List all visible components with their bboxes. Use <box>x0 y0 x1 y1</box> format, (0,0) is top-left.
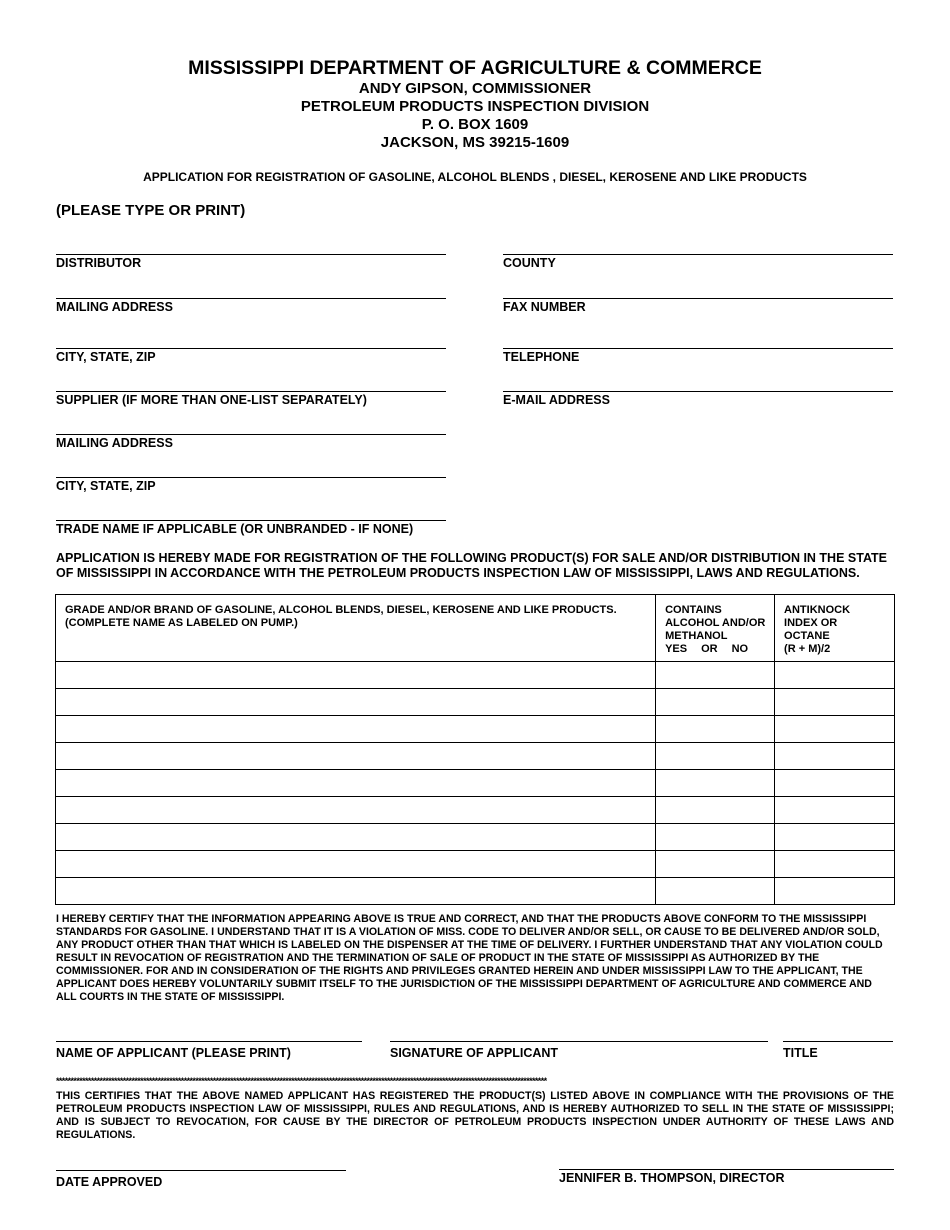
octane-cell[interactable] <box>775 851 895 878</box>
commissioner-line: ANDY GIPSON, COMMISSIONER <box>358 80 592 97</box>
trade-name-label: TRADE NAME IF APPLICABLE (OR UNBRANDED - IF NONE) <box>56 522 414 536</box>
antiknock-header-line2: INDEX OR <box>784 617 838 629</box>
alcohol-cell[interactable] <box>656 878 775 905</box>
table-row <box>56 851 895 878</box>
antiknock-header <box>775 595 895 662</box>
table-row <box>56 824 895 851</box>
county-label: COUNTY <box>503 256 556 270</box>
grade-cell[interactable] <box>56 878 656 905</box>
supplier-label: SUPPLIER (IF MORE THAN ONE-LIST SEPARATELY) <box>56 393 367 407</box>
application-statement: APPLICATION IS HEREBY MADE FOR REGISTRATION OF THE FOLLOWING PRODUCT(S) FOR SALE AND/OR DISTRIBUTION IN THE STATE OF MISSISSIPPI IN ACCORDANCE WITH THE PETROLEUM PRODUCTS INSPECTION LAW OF MISSISSIPPI, LAWS AND REGULATIONS. <box>56 551 888 580</box>
octane-cell[interactable] <box>775 878 895 905</box>
grade-cell[interactable] <box>56 662 656 689</box>
grade-brand-header-line2: (COMPLETE NAME AS LABELED ON PUMP.) <box>65 617 298 629</box>
alcohol-cell[interactable] <box>656 716 775 743</box>
division-line: PETROLEUM PRODUCTS INSPECTION DIVISION <box>300 98 650 115</box>
supplier-mailing-address-label: MAILING ADDRESS <box>56 436 173 450</box>
trade-name-line[interactable] <box>56 520 446 521</box>
table-row <box>56 689 895 716</box>
table-row <box>56 878 895 905</box>
director-name: JENNIFER B. THOMPSON, DIRECTOR <box>559 1171 785 1185</box>
yes-label: YES <box>665 643 688 655</box>
no-label: NO <box>731 643 749 655</box>
mailing-address-label: MAILING ADDRESS <box>56 300 173 314</box>
city-state-zip-line[interactable] <box>56 348 446 349</box>
fax-line[interactable] <box>503 298 893 299</box>
table-row <box>56 797 895 824</box>
city-state-zip-label: CITY, STATE, ZIP <box>56 350 156 364</box>
grade-cell[interactable] <box>56 824 656 851</box>
alcohol-cell[interactable] <box>656 824 775 851</box>
date-approved-line[interactable] <box>56 1170 346 1171</box>
alcohol-cell[interactable] <box>656 743 775 770</box>
email-label: E-MAIL ADDRESS <box>503 393 610 407</box>
fax-label: FAX NUMBER <box>503 300 586 314</box>
antiknock-header-line1: ANTIKNOCK <box>784 604 851 616</box>
applicant-name-label: NAME OF APPLICANT (PLEASE PRINT) <box>56 1046 291 1060</box>
grade-brand-header-line1: GRADE AND/OR BRAND OF GASOLINE, ALCOHOL BLENDS, DIESEL, KEROSENE AND LIKE PRODUCTS. <box>65 604 617 616</box>
grade-cell[interactable] <box>56 689 656 716</box>
po-box-line: P. O. BOX 1609 <box>421 116 529 133</box>
type-or-print-instruction: (PLEASE TYPE OR PRINT) <box>56 202 246 219</box>
supplier-line[interactable] <box>56 391 446 392</box>
grade-cell[interactable] <box>56 716 656 743</box>
alcohol-cell[interactable] <box>656 851 775 878</box>
octane-cell[interactable] <box>775 824 895 851</box>
table-header-row <box>56 595 895 662</box>
title-line[interactable] <box>783 1041 893 1042</box>
alcohol-cell[interactable] <box>656 770 775 797</box>
applicant-name-line[interactable] <box>56 1041 362 1042</box>
form-title: APPLICATION FOR REGISTRATION OF GASOLINE, ALCOHOL BLENDS , DIESEL, KEROSENE AND LIKE PRODUCTS <box>143 170 807 184</box>
octane-cell[interactable] <box>775 662 895 689</box>
products-table <box>55 594 895 905</box>
table-row <box>56 662 895 689</box>
grade-cell[interactable] <box>56 743 656 770</box>
octane-cell[interactable] <box>775 689 895 716</box>
date-approved-label: DATE APPROVED <box>56 1175 163 1189</box>
table-row <box>56 743 895 770</box>
supplier-city-state-zip-label: CITY, STATE, ZIP <box>56 479 156 493</box>
alcohol-cell[interactable] <box>656 689 775 716</box>
octane-cell[interactable] <box>775 716 895 743</box>
alcohol-cell[interactable] <box>656 797 775 824</box>
octane-cell[interactable] <box>775 770 895 797</box>
city-line: JACKSON, MS 39215-1609 <box>380 134 570 151</box>
asterisk-divider: ************************************************************************************************************************************************************************* <box>56 1076 547 1086</box>
telephone-label: TELEPHONE <box>503 350 580 364</box>
table-row <box>56 770 895 797</box>
contains-alcohol-header-line1: CONTAINS <box>665 604 722 616</box>
antiknock-header-line4: (R + M)/2 <box>784 643 831 655</box>
certification-statement: I HEREBY CERTIFY THAT THE INFORMATION APPEARING ABOVE IS TRUE AND CORRECT, AND THAT THE PRODUCTS ABOVE CONFORM TO THE MISSISSIPPI STANDARDS FOR GASOLINE. I UNDERSTAND THAT IT IS A VIOLATION OF MISS. CODE TO DELIVER AND/OR SELL, OR CAUSE TO BE DELIVERED AND/OR SOLD, ANY PRODUCT OTHER THAN THAT WHICH IS LABELED ON THE DISPENSER AT THE TIME OF DELIVERY. I FURTHER UNDERSTAND THAT ANY VIOLATION COULD RESULT IN REVOCATION OF REGISTRATION AND THE TERMINATION OF SALE OF PRODUCT IN THE STATE OF MISSISSIPPI AS AUTHORIZED BY THE COMMISSIONER. FOR AND IN CONSIDERATION OF THE RIGHTS AND PRIVILEGES GRANTED HEREIN AND UNDER MISSISSIPPI LAW TO THE APPLICANT, THE APPLICANT DOES HEREBY VOLUNTARILY SUBMIT ITSELF TO THE JURISDICTION OF THE MISSISSIPPI DEPARTMENT OF AGRICULTURE AND COMMERCE AND ALL COURTS IN THE STATE OF MISSISSIPPI. <box>56 913 883 1003</box>
email-line[interactable] <box>503 391 893 392</box>
grade-cell[interactable] <box>56 770 656 797</box>
distributor-line[interactable] <box>56 254 446 255</box>
supplier-city-state-zip-line[interactable] <box>56 477 446 478</box>
telephone-line[interactable] <box>503 348 893 349</box>
department-title: MISSISSIPPI DEPARTMENT OF AGRICULTURE & COMMERCE <box>188 57 762 79</box>
mailing-address-line[interactable] <box>56 298 446 299</box>
antiknock-header-line3: OCTANE <box>784 630 830 642</box>
alcohol-cell[interactable] <box>656 662 775 689</box>
yes-or-no-row <box>665 643 766 656</box>
supplier-mailing-address-line[interactable] <box>56 434 446 435</box>
distributor-label: DISTRIBUTOR <box>56 256 142 270</box>
contains-alcohol-header <box>656 595 775 662</box>
contains-alcohol-header-line2: ALCOHOL AND/OR <box>665 617 766 629</box>
table-row <box>56 716 895 743</box>
octane-cell[interactable] <box>775 797 895 824</box>
grade-brand-header <box>56 595 656 662</box>
grade-cell[interactable] <box>56 797 656 824</box>
contains-alcohol-header-line3: METHANOL <box>665 630 728 642</box>
signature-label: SIGNATURE OF APPLICANT <box>390 1046 559 1060</box>
approval-statement: THIS CERTIFIES THAT THE ABOVE NAMED APPLICANT HAS REGISTERED THE PRODUCT(S) LISTED ABOVE IN COMPLIANCE WITH THE PROVISIONS OF THE PETROLEUM PRODUCTS INSPECTION LAW OF MISSISSIPPI, RULES AND REGULATIONS, AND IS HEREBY AUTHORIZED TO SELL IN THE STATE OF MISSISSIPPI; AND IS SUBJECT TO REVOCATION, FOR CAUSE BY THE DIRECTOR OF PETROLEUM PRODUCTS INSPECTION UNDER AUTHORITY OF THESE LAWS AND REGULATIONS. <box>56 1090 894 1141</box>
county-line[interactable] <box>503 254 893 255</box>
grade-cell[interactable] <box>56 851 656 878</box>
signature-line[interactable] <box>390 1041 768 1042</box>
title-label: TITLE <box>783 1046 818 1060</box>
octane-cell[interactable] <box>775 743 895 770</box>
director-signature-line[interactable] <box>559 1169 894 1170</box>
or-label: OR <box>701 643 718 655</box>
